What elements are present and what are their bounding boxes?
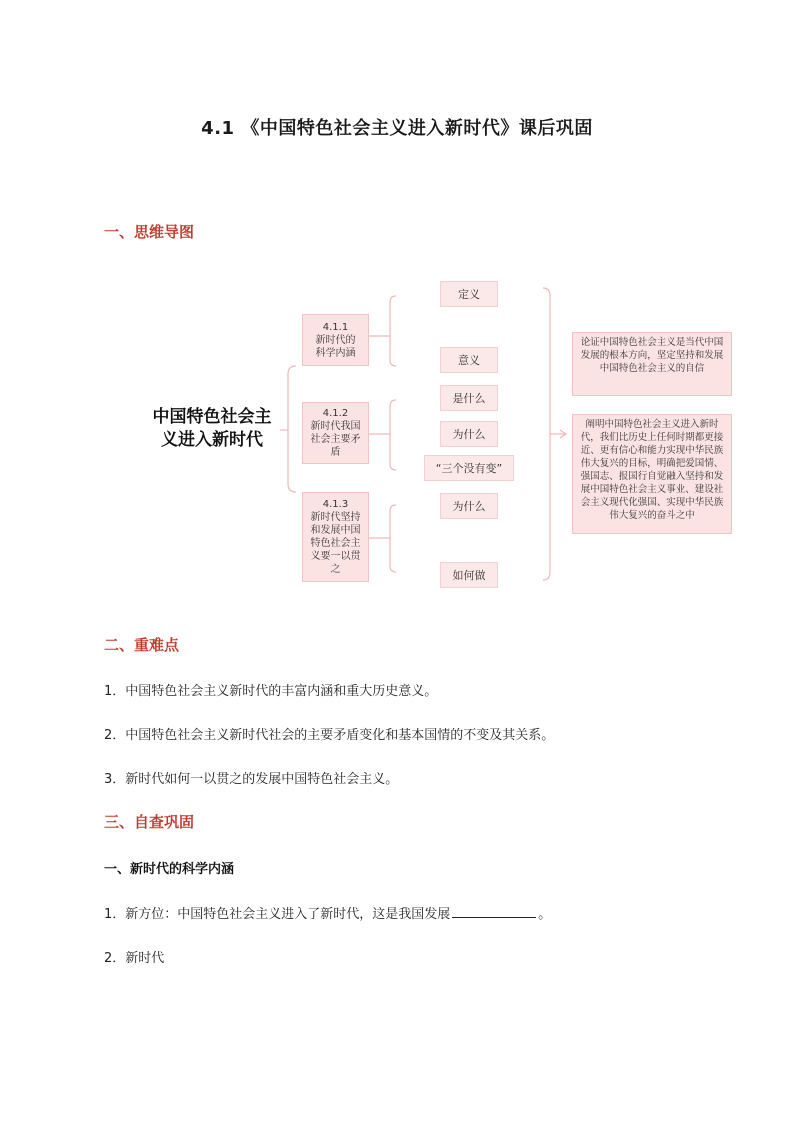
branch-4-1-1: 4.1.1 新时代的 科学内涵 <box>302 314 369 366</box>
leaf-significance: 意义 <box>440 347 498 373</box>
key-point-1: 1．中国特色社会主义新时代的丰富内涵和重大历史意义。 <box>104 684 438 699</box>
section-heading-self-check: 三、自查巩固 <box>104 813 195 831</box>
key-point-3: 3．新时代如何一以贯之的发展中国特色社会主义。 <box>104 772 399 787</box>
fill-item-1 <box>104 903 551 922</box>
fill-item-1-prefix: 1．新方位：中国特色社会主义进入了新时代，这是我国发展 <box>104 907 451 922</box>
branch-4-1-2: 4.1.2 新时代我国 社会主要矛 盾 <box>302 402 369 464</box>
leaf-how: 如何做 <box>440 562 498 588</box>
section-heading-key-points: 二、重难点 <box>104 636 180 654</box>
section-heading-mindmap: 一、思维导图 <box>104 223 195 241</box>
note-new-era-significance: 阐明中国特色社会主义进入新时代，我们比历史上任何时期都更接近、更有信心和能力实现中华民族伟大复兴的目标，明确把爱国情、强国志、报国行自觉融入坚持和发展中国特色社会主义事业、建设社会主义现代化强国、实现中华民族伟大复兴的奋斗之中 <box>572 414 732 534</box>
mind-map-root: 中国特色社会主义进入新时代 <box>152 407 272 450</box>
leaf-what-is: 是什么 <box>440 385 498 411</box>
leaf-three-unchanged: “三个没有变” <box>424 455 514 481</box>
leaf-why-2: 为什么 <box>440 493 498 519</box>
answer-blank[interactable] <box>452 905 536 918</box>
fill-item-1-suffix: 。 <box>538 907 552 922</box>
fill-item-2: 2．新时代 <box>104 951 165 966</box>
branch-4-1-3: 4.1.3 新时代坚持 和发展中国 特色社会主 义要一以贯 之 <box>302 492 369 582</box>
leaf-why: 为什么 <box>440 421 498 447</box>
note-fundamental-direction: 论证中国特色社会主义是当代中国发展的根本方向，坚定坚持和发展中国特色社会主义的自信 <box>572 332 732 396</box>
key-point-2: 2．中国特色社会主义新时代社会的主要矛盾变化和基本国情的不变及其关系。 <box>104 728 555 743</box>
subheading-scientific-connotation: 一、新时代的科学内涵 <box>104 862 235 877</box>
leaf-definition: 定义 <box>440 281 498 307</box>
page-title: 4.1 《中国特色社会主义进入新时代》课后巩固 <box>201 118 593 139</box>
